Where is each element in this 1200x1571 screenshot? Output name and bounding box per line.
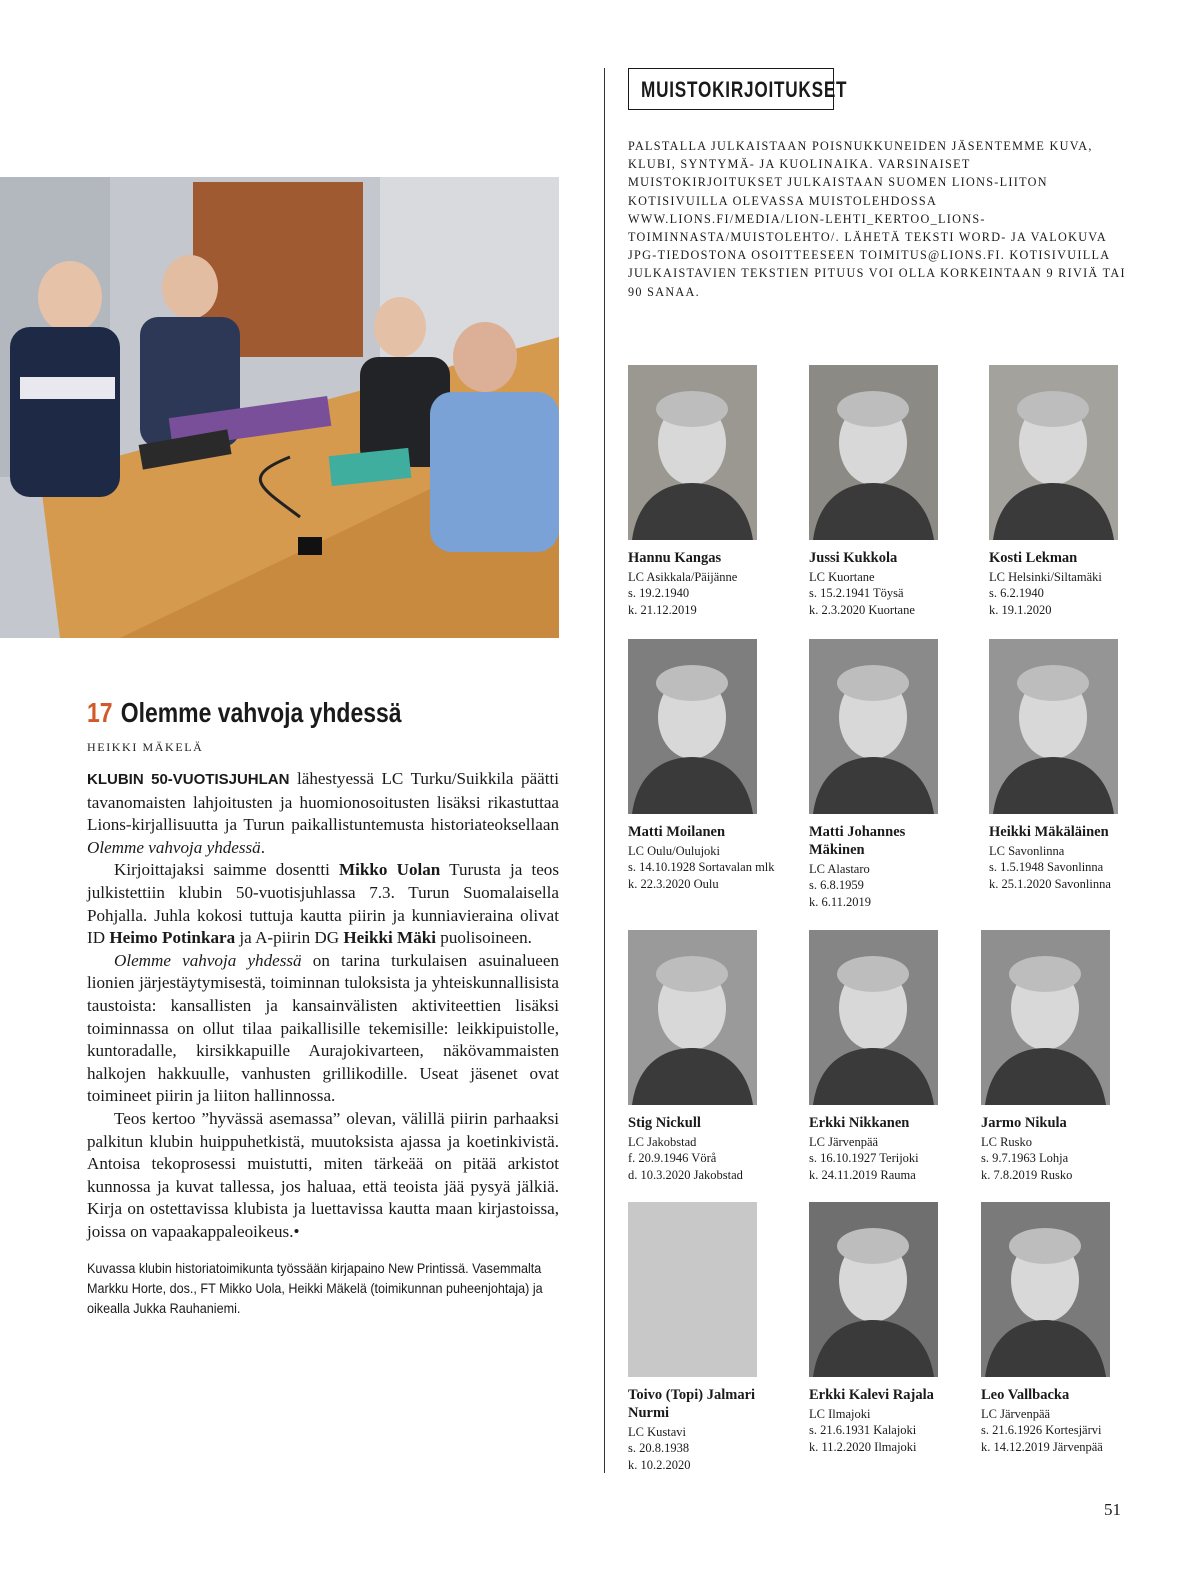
member-born: s. 16.10.1927 Terijoki	[809, 1151, 919, 1166]
portrait-photo	[809, 639, 938, 814]
text-run: KLUBIN 50-VUOTISJUHLAN	[87, 771, 290, 788]
obituary-entry	[989, 365, 1139, 618]
portrait-photo	[809, 1202, 938, 1377]
obituary-entry	[628, 639, 778, 892]
portrait-photo	[981, 930, 1110, 1105]
member-born: s. 14.10.1928 Sortavalan mlk	[628, 860, 775, 875]
member-died: k. 6.11.2019	[809, 894, 872, 909]
text-run: puolisoineen.	[436, 928, 532, 948]
text-run: Kirjoittajaksi saimme dosentti	[114, 860, 339, 880]
article-paragraph	[87, 768, 559, 859]
member-died: k. 10.2.2020	[628, 1457, 691, 1472]
obituary-entry	[628, 1202, 778, 1473]
portrait-photo	[809, 930, 938, 1105]
article-paragraph	[87, 859, 559, 949]
portrait-photo	[628, 930, 757, 1105]
member-club: LC Ilmajoki	[809, 1407, 871, 1421]
page-number: 51	[1104, 1500, 1121, 1519]
text-run: Heimo Potinkara	[109, 928, 236, 948]
member-died: k. 25.1.2020 Savonlinna	[989, 876, 1111, 891]
text-run: lähestyessä LC Turku/Suikkila päätti tavanomaisten lahjoitusten ja huomionosoitusten lisäksi rikastuttaa Lions-kirjallisuutta ja Turun paikallistuntemusta historiateoksellaan	[87, 769, 559, 835]
member-club: LC Rusko	[981, 1135, 1033, 1149]
obituary-entry	[628, 930, 778, 1183]
obituary-entry	[809, 930, 959, 1183]
article-byline: HEIKKI MÄKELÄ	[87, 740, 204, 754]
obituary-entry	[981, 930, 1131, 1183]
member-name: Jarmo Nikula	[981, 1115, 1067, 1131]
member-born: s. 1.5.1948 Savonlinna	[989, 860, 1104, 875]
member-name: Matti Moilanen	[628, 824, 726, 840]
article-photo	[0, 177, 559, 638]
portrait-photo	[989, 639, 1118, 814]
article-number: 17	[87, 697, 113, 728]
member-died: k. 21.12.2019	[628, 602, 697, 617]
member-club: LC Alastaro	[809, 862, 870, 876]
member-born: f. 20.9.1946 Vörå	[628, 1151, 717, 1166]
text-run: Olemme vahvoja yhdessä	[114, 950, 302, 970]
member-club: LC Kuortane	[809, 570, 875, 584]
member-name: Jussi Kukkola	[809, 550, 898, 566]
text-run: Teos kertoo ”hyvässä asemassa” olevan, välillä piirin parhaaksi palkitun klubin huippuhetkistä, muutoksista ajassa ja koetinkivistä. Antoisa tekoprosessi muistutti, miten tärkeää on pitää arkistot kunnossa ja kuvat tallessa, jos haluaa, että teoista jää pysyä jälkiä. Kirja on ostettavissa klubista ja luettavissa kautta maan kirjastoissa, joissa on vapaakappaleoikeus.	[87, 1108, 559, 1241]
member-died: k. 22.3.2020 Oulu	[628, 876, 719, 891]
member-born: s. 19.2.1940	[628, 586, 690, 601]
obituary-entry	[809, 639, 959, 910]
member-born: s. 6.2.1940	[989, 586, 1044, 601]
text-run: Turusta ja teos julkistettiin klubin 50-vuotisjuhlassa 7.3. Turun Suomalaisella Pohjalla. Juhla kokosi tuttuja kautta piirin ja kunniavieraina olivat ID	[87, 860, 559, 948]
member-died: d. 10.3.2020 Jakobstad	[628, 1167, 743, 1182]
article-paragraph	[87, 1108, 559, 1244]
portrait-photo	[981, 1202, 1110, 1377]
portrait-photo	[809, 365, 938, 540]
member-born: s. 9.7.1963 Lohja	[981, 1151, 1069, 1166]
member-name: Kosti Lekman	[989, 550, 1078, 566]
section-title: MUISTOKIRJOITUKSET	[641, 77, 848, 102]
column-divider	[604, 68, 605, 1473]
obituary-entry	[981, 1202, 1131, 1455]
article-paragraph	[87, 950, 559, 1108]
member-club: LC Savonlinna	[989, 844, 1065, 858]
member-died: k. 19.1.2020	[989, 602, 1052, 617]
text-run: Heikki Mäki	[343, 928, 436, 948]
member-name: Stig Nickull	[628, 1115, 701, 1131]
member-born: s. 20.8.1938	[628, 1441, 690, 1456]
text-run: •	[293, 1221, 300, 1241]
text-run: ja A-piirin DG	[235, 928, 344, 948]
member-club: LC Jakobstad	[628, 1135, 697, 1149]
text-run: .	[260, 837, 266, 857]
member-club: LC Asikkala/Päijänne	[628, 570, 738, 584]
member-club: LC Helsinki/Siltamäki	[989, 570, 1102, 584]
obituary-entry	[628, 365, 778, 618]
portrait-placeholder	[628, 1202, 757, 1377]
section-header	[628, 68, 848, 110]
portrait-photo	[628, 639, 757, 814]
member-born: s. 6.8.1959	[809, 878, 864, 893]
member-name: Matti Johannes Mäkinen	[809, 824, 906, 858]
text-run: Olemme vahvoja yhdessä	[87, 837, 261, 857]
member-died: k. 24.11.2019 Rauma	[809, 1167, 916, 1182]
member-club: LC Järvenpää	[809, 1135, 879, 1149]
member-name: Erkki Nikkanen	[809, 1115, 910, 1131]
member-name: Erkki Kalevi Rajala	[809, 1387, 934, 1403]
photo-caption: Kuvassa klubin historiatoimikunta työssään kirjapaino New Printissä. Vasemmalta Markku Horte, dos., FT Mikko Uola, Heikki Mäkelä (toimikunnan puheenjohtaja) ja oikealla Jukka Rauhaniemi.	[87, 1260, 543, 1316]
article-heading	[87, 697, 402, 729]
member-died: k. 2.3.2020 Kuortane	[809, 602, 915, 617]
section-intro: PALSTALLA JULKAISTAAN POISNUKKUNEIDEN JÄSENTEMME KUVA, KLUBI, SYNTYMÄ- JA KUOLINAIKA. VARSINAISET MUISTOKIRJOITUKSET JULKAISTAAN SUOMEN LIONS-LIITON KOTISIVUILLA OLEVASSA MUISTOLEHDOSSA WWW.LIONS.FI/MEDIA/LION-LEHTI_KERTOO_LIONS-TOIMINNASTA/MUISTOLEHTO/. LÄHETÄ TEKSTI WORD- JA VALOKUVA JPG-TIEDOSTONA OSOITTEESEEN TOIMITUS@LIONS.FI. KOTISIVUILLA JULKAISTAVIEN TEKSTIEN PITUUS VOI OLLA KORKEINTAAN 9 RIVIÄ TAI 90 SANAA.	[628, 139, 1126, 299]
member-name: Leo Vallbacka	[981, 1387, 1070, 1403]
member-club: LC Järvenpää	[981, 1407, 1051, 1421]
member-died: k. 14.12.2019 Järvenpää	[981, 1439, 1103, 1454]
member-born: s. 15.2.1941 Töysä	[809, 586, 904, 601]
obituary-entry	[809, 1202, 959, 1455]
portrait-photo	[989, 365, 1118, 540]
text-run: Mikko Uolan	[339, 860, 441, 880]
member-club: LC Oulu/Oulujoki	[628, 844, 721, 858]
member-born: s. 21.6.1931 Kalajoki	[809, 1423, 917, 1438]
member-born: s. 21.6.1926 Kortesjärvi	[981, 1423, 1102, 1438]
member-name: Toivo (Topi) Jalmari Nurmi	[628, 1387, 756, 1421]
text-run: on tarina turkulaisen asuinalueen lionien järjestäytymisestä, toiminnan tuloksista ja yhteiskunnallisista taustoista: kansallisten ja kansainvälisten aktiviteettien lisäksi toiminnassa on ollut tilaa paikallisille tekemisille: leikkipuistolle, kuntoradalle, kirsikkapuille Aurajokivarteen, näkövammaisten halkojen hakkuulle, vanhusten grillikodille. Useat jäsenet ovat toimineet piirin ja liiton hallinnossa.	[87, 950, 559, 1106]
member-club: LC Kustavi	[628, 1425, 686, 1439]
member-died: k. 7.8.2019 Rusko	[981, 1167, 1073, 1182]
obituary-entry	[989, 639, 1139, 892]
portrait-photo	[628, 365, 757, 540]
obituary-entry	[809, 365, 959, 618]
member-name: Heikki Mäkäläinen	[989, 824, 1109, 840]
article-body	[87, 768, 559, 1243]
member-name: Hannu Kangas	[628, 550, 722, 566]
member-died: k. 11.2.2020 Ilmajoki	[809, 1439, 917, 1454]
article-title: Olemme vahvoja yhdessä	[120, 697, 402, 728]
